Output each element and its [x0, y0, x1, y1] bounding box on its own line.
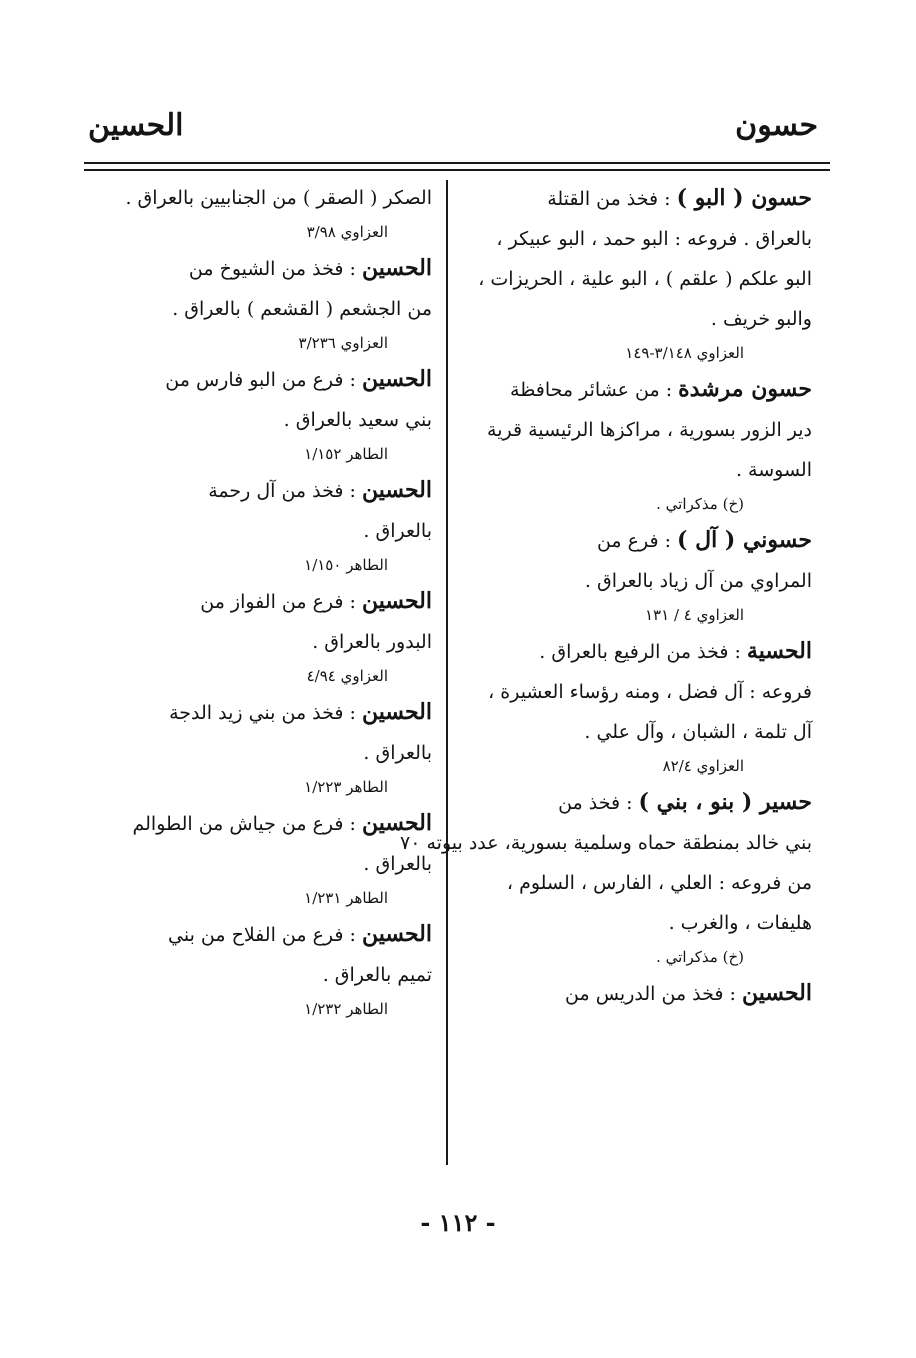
entry-line	[84, 581, 432, 622]
entry-text: بني خالد بمنطقة حماه وسلمية بسورية، عدد بيوته ٧٠	[400, 832, 812, 854]
entry-line	[458, 259, 812, 299]
header-rule-top	[84, 162, 830, 164]
entry-term: الحسين	[361, 810, 432, 836]
entry-term: الحسين	[361, 255, 432, 281]
entry-line	[84, 803, 432, 844]
entry	[458, 973, 812, 1014]
entry-text: بالعراق .	[363, 853, 432, 875]
entry-text: تميم بالعراق .	[322, 964, 432, 986]
entry-source: الطاهر ١/٢٣٢	[304, 1000, 388, 1018]
entry-line	[84, 400, 432, 440]
entry-source: العزاوي ٤ / ١٣١	[645, 606, 744, 624]
entry-text: : فرع من الفلاح من بني	[168, 924, 362, 946]
entry-text: البو علكم ( علقم ) ، البو علية ، الحريزات ،	[478, 268, 812, 290]
entry-text: البدور بالعراق .	[312, 631, 432, 653]
entry-line	[458, 631, 812, 672]
entry-line	[84, 622, 432, 662]
entry-line	[84, 511, 432, 551]
entry-text: : فرع من البو فارس من	[165, 369, 362, 391]
entry-term: الحسين	[361, 588, 432, 614]
entry-source: الطاهر ١/١٥٢	[304, 445, 388, 463]
entry	[84, 248, 432, 357]
entry-text: بالعراق . فروعه : البو حمد ، البو عبيكر ،	[496, 228, 812, 250]
entry-term: حسير ( بنو ، بني )	[638, 789, 812, 815]
entry-text: آل تلمة ، الشبان ، وآل علي .	[584, 721, 812, 743]
entry-line	[84, 289, 432, 329]
entry	[458, 178, 812, 367]
entry-line	[84, 733, 432, 773]
entry-line	[458, 903, 812, 943]
entry-line	[458, 863, 812, 903]
entry	[84, 692, 432, 801]
entry-line	[84, 359, 432, 400]
header-word-left: الحسين	[88, 108, 184, 143]
entry-source: العزاوي ٣/٢٣٦	[298, 334, 388, 352]
entry-text: الصكر ( الصقر ) من الجنابيين بالعراق .	[125, 187, 432, 209]
page-number: - ١١٢ -	[420, 1208, 496, 1237]
entry-line	[458, 672, 812, 712]
entry-text: من فروعه : العلي ، الفارس ، السلوم ،	[506, 872, 812, 894]
entry-line	[458, 450, 812, 490]
entry-text: دير الزور بسورية ، مراكزها الرئيسية قرية	[487, 419, 812, 441]
entry-term: حسوني ( آل )	[677, 527, 812, 553]
entry	[84, 178, 432, 246]
entry-line	[458, 299, 812, 339]
entry-text: : فرع من	[596, 530, 678, 552]
entry-text: : فخذ من الدريس من	[565, 983, 742, 1005]
entry-line	[84, 248, 432, 289]
column-divider	[446, 180, 448, 1165]
entry-source: الطاهر ١/٢٣١	[304, 889, 388, 907]
entry-line	[458, 178, 812, 219]
entry	[84, 803, 432, 912]
entry-text: بني سعيد بالعراق .	[283, 409, 432, 431]
entry-source: (خ) مذكراتي .	[656, 948, 744, 966]
entry-text: : فخذ من آل رحمة	[208, 480, 362, 502]
entry-text: : فرع من الفواز من	[200, 591, 362, 613]
header-word-right: حسون	[735, 108, 818, 143]
entry-source: العزاوي ٣/٩٨	[306, 223, 388, 241]
left-column	[84, 178, 432, 1025]
right-column	[400, 178, 812, 1016]
entry-text: : فخذ من بني زيد الدجة	[169, 702, 362, 724]
entry-text: : فرع من جياش من الطوالم	[132, 813, 362, 835]
entry-line	[84, 844, 432, 884]
entry-line	[458, 973, 812, 1014]
entry-line	[458, 712, 812, 752]
entry-line	[458, 520, 812, 561]
entry-term: الحسين	[361, 477, 432, 503]
entry-source: (خ) مذكراتي .	[656, 495, 744, 513]
entry-text: من الجشعم ( القشعم ) بالعراق .	[172, 298, 432, 320]
entry-text: : فخذ من القتلة	[547, 188, 677, 210]
entry	[400, 782, 812, 971]
entry	[458, 369, 812, 518]
entry-source: العزاوي ٣/١٤٨-١٤٩	[625, 344, 744, 362]
entry-text: بالعراق .	[363, 742, 432, 764]
entry-term: الحسين	[361, 366, 432, 392]
entry-text: والبو خريف .	[710, 308, 812, 330]
entry-text: : فخذ من الشيوخ من	[188, 258, 362, 280]
entry	[84, 914, 432, 1023]
entry-line	[458, 410, 812, 450]
entry-text: : فخذ من الرفيع بالعراق .	[539, 641, 747, 663]
entry	[84, 359, 432, 468]
entry-line	[400, 823, 812, 863]
entry-text: بالعراق .	[363, 520, 432, 542]
entry-text: هليفات ، والغرب .	[668, 912, 812, 934]
entry-line	[458, 782, 812, 823]
entry-line	[84, 178, 432, 218]
entry-text: : من عشائر محافظة	[510, 379, 679, 401]
entry-line	[84, 955, 432, 995]
entry-term: الحسين	[361, 921, 432, 947]
entry-line	[458, 369, 812, 410]
entry-line	[84, 470, 432, 511]
entry-text: فروعه : آل فضل ، ومنه رؤساء العشيرة ،	[488, 681, 812, 703]
entry-line	[458, 219, 812, 259]
entry-source: الطاهر ١/٢٢٣	[304, 778, 388, 796]
entry	[458, 520, 812, 629]
entry	[84, 581, 432, 690]
entry-line	[458, 561, 812, 601]
entry-line	[84, 914, 432, 955]
entry	[458, 631, 812, 780]
entry-line	[84, 692, 432, 733]
entry-text: السوسة .	[735, 459, 812, 481]
entry-term: حسون مرشدة	[678, 376, 812, 402]
entry-term: الحسين	[741, 980, 812, 1006]
header-rule-bottom	[84, 169, 830, 171]
entry	[84, 470, 432, 579]
entry-text: المراوي من آل زياد بالعراق .	[584, 570, 812, 592]
entry-text: : فخذ من	[558, 792, 639, 814]
entry-term: الحسية	[746, 638, 812, 664]
entry-source: العزاوي ٤/٩٤	[306, 667, 388, 685]
entry-source: العزاوي ٨٢/٤	[662, 757, 744, 775]
entry-term: حسون ( البو )	[676, 185, 812, 211]
entry-source: الطاهر ١/١٥٠	[304, 556, 388, 574]
entry-term: الحسين	[361, 699, 432, 725]
